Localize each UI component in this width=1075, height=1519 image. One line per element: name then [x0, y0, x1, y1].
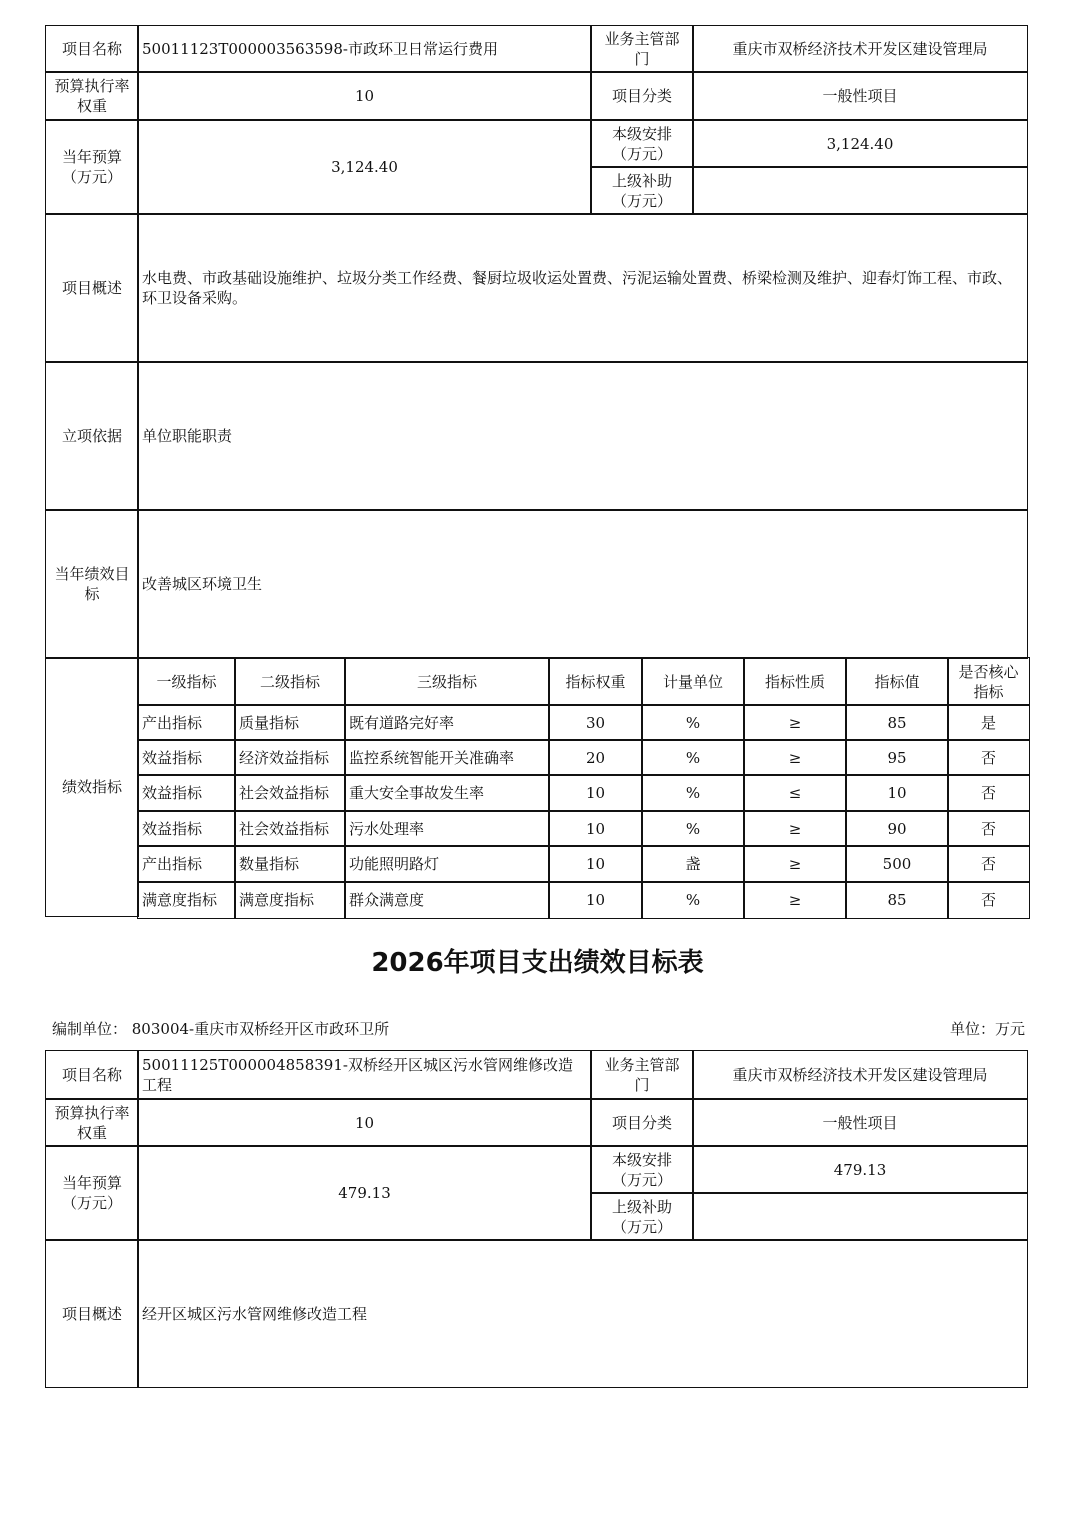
overview-label: 项目概述 [45, 1239, 139, 1388]
cell-unit: % [641, 739, 745, 776]
dept-value: 重庆市双桥经济技术开发区建设管理局 [692, 25, 1028, 73]
cell-level3: 监控系统智能开关准确率 [344, 739, 550, 776]
upper-value [692, 1192, 1028, 1241]
basis-value: 单位职能职责 [137, 361, 1028, 511]
dept-value: 重庆市双桥经济技术开发区建设管理局 [692, 1050, 1028, 1100]
exec-rate-value: 10 [137, 1098, 592, 1147]
cell-level3: 既有道路完好率 [344, 704, 550, 741]
header-value: 指标值 [845, 657, 949, 706]
goal-label: 当年绩效目标 [45, 509, 139, 659]
local-value: 3,124.40 [692, 119, 1028, 168]
cell-unit: % [641, 704, 745, 741]
header-level3: 三级指标 [344, 657, 550, 706]
cell-weight: 10 [548, 810, 643, 847]
cell-core: 否 [947, 774, 1030, 812]
cell-nature: ≥ [743, 704, 847, 741]
cell-level1: 效益指标 [137, 739, 236, 776]
cell-unit: % [641, 810, 745, 847]
header-unit: 计量单位 [641, 657, 745, 706]
cell-nature: ≤ [743, 774, 847, 812]
cell-nature: ≥ [743, 845, 847, 883]
budget-label: 当年预算（万元） [45, 119, 139, 215]
cell-weight: 20 [548, 739, 643, 776]
cell-level2: 经济效益指标 [234, 739, 346, 776]
cell-level2: 满意度指标 [234, 881, 346, 919]
cell-value: 95 [845, 739, 949, 776]
cell-level1: 产出指标 [137, 845, 236, 883]
cell-value: 85 [845, 704, 949, 741]
local-label: 本级安排（万元） [590, 119, 694, 168]
project-name-value: 50011123T000003563598-市政环卫日常运行费用 [137, 25, 592, 73]
cell-core: 否 [947, 810, 1030, 847]
cell-level1: 产出指标 [137, 704, 236, 741]
cell-nature: ≥ [743, 881, 847, 919]
overview-value: 经开区城区污水管网维修改造工程 [137, 1239, 1028, 1388]
indicators-label: 绩效指标 [45, 657, 139, 917]
cell-core: 是 [947, 704, 1030, 741]
cell-level1: 效益指标 [137, 774, 236, 812]
project-name-label: 项目名称 [45, 1050, 139, 1100]
category-value: 一般性项目 [692, 71, 1028, 121]
budget-value: 3,124.40 [137, 119, 592, 215]
category-value: 一般性项目 [692, 1098, 1028, 1147]
cell-unit: % [641, 881, 745, 919]
cell-weight: 10 [548, 774, 643, 812]
cell-level2: 数量指标 [234, 845, 346, 883]
dept-label: 业务主管部门 [590, 25, 694, 73]
header-level1: 一级指标 [137, 657, 236, 706]
cell-level3: 污水处理率 [344, 810, 550, 847]
cell-unit: % [641, 774, 745, 812]
cell-level1: 效益指标 [137, 810, 236, 847]
cell-core: 否 [947, 881, 1030, 919]
budget-value: 479.13 [137, 1145, 592, 1241]
header-weight: 指标权重 [548, 657, 643, 706]
exec-rate-label: 预算执行率权重 [45, 71, 139, 121]
goal-value: 改善城区环境卫生 [137, 509, 1028, 659]
cell-nature: ≥ [743, 810, 847, 847]
cell-weight: 10 [548, 845, 643, 883]
upper-value [692, 166, 1028, 215]
exec-rate-label: 预算执行率权重 [45, 1098, 139, 1147]
cell-value: 10 [845, 774, 949, 812]
upper-label: 上级补助（万元） [590, 166, 694, 215]
cell-value: 85 [845, 881, 949, 919]
local-label: 本级安排（万元） [590, 1145, 694, 1194]
local-value: 479.13 [692, 1145, 1028, 1194]
cell-value: 90 [845, 810, 949, 847]
cell-level2: 社会效益指标 [234, 774, 346, 812]
cell-level3: 重大安全事故发生率 [344, 774, 550, 812]
cell-core: 否 [947, 739, 1030, 776]
cell-level1: 满意度指标 [137, 881, 236, 919]
basis-label: 立项依据 [45, 361, 139, 511]
page-title: 2026年项目支出绩效目标表 [371, 948, 704, 978]
cell-level3: 群众满意度 [344, 881, 550, 919]
exec-rate-value: 10 [137, 71, 592, 121]
project-name-value: 50011125T000004858391-双桥经开区城区污水管网维修改造工程 [137, 1050, 592, 1100]
project-name-label: 项目名称 [45, 25, 139, 73]
cell-level2: 社会效益指标 [234, 810, 346, 847]
budget-label: 当年预算（万元） [45, 1145, 139, 1241]
cell-level3: 功能照明路灯 [344, 845, 550, 883]
category-label: 项目分类 [590, 71, 694, 121]
cell-nature: ≥ [743, 739, 847, 776]
cell-core: 否 [947, 845, 1030, 883]
cell-weight: 10 [548, 881, 643, 919]
overview-label: 项目概述 [45, 213, 139, 363]
cell-unit: 盏 [641, 845, 745, 883]
currency-unit: 单位：万元 [949, 1020, 1025, 1038]
cell-value: 500 [845, 845, 949, 883]
header-level2: 二级指标 [234, 657, 346, 706]
cell-level2: 质量指标 [234, 704, 346, 741]
overview-value: 水电费、市政基础设施维护、垃圾分类工作经费、餐厨垃圾收运处置费、污泥运输处置费、桥梁检测及维护、迎春灯饰工程、市政、环卫设备采购。 [137, 213, 1028, 363]
header-core: 是否核心指标 [947, 657, 1030, 706]
cell-weight: 30 [548, 704, 643, 741]
header-nature: 指标性质 [743, 657, 847, 706]
category-label: 项目分类 [590, 1098, 694, 1147]
upper-label: 上级补助（万元） [590, 1192, 694, 1241]
compiler-unit: 编制单位： 803004-重庆市双桥经开区市政环卫所 [52, 1020, 390, 1038]
dept-label: 业务主管部门 [590, 1050, 694, 1100]
